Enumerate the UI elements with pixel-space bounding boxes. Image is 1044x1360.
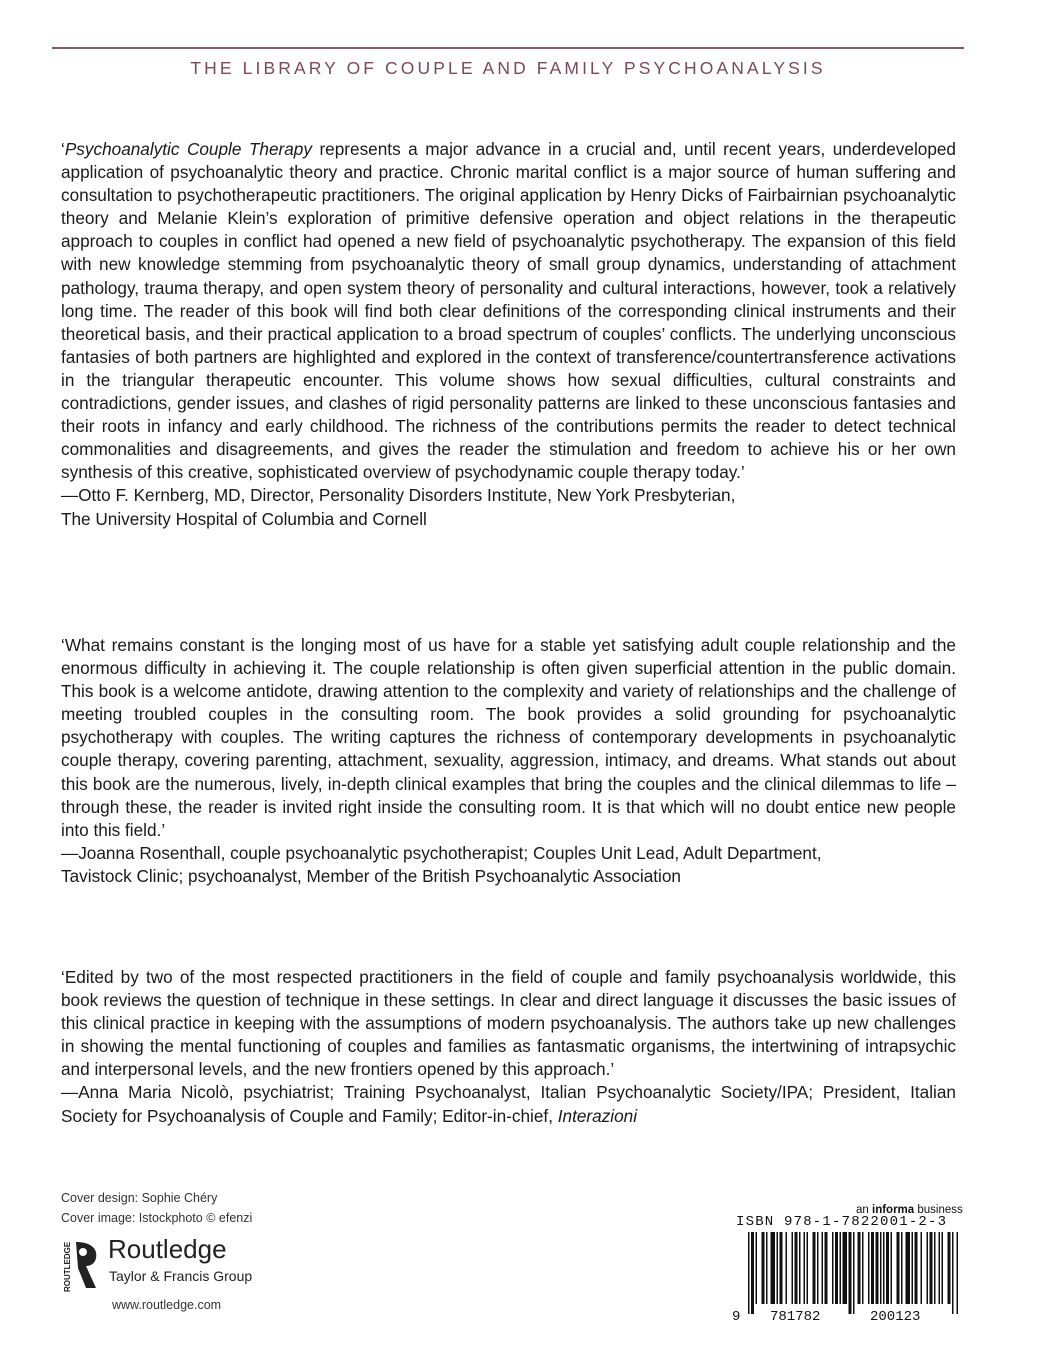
cover-design-credit: Cover design: Sophie Chéry (61, 1191, 218, 1205)
endorsement-nicolo (61, 966, 956, 1128)
barcode-bar (822, 1232, 824, 1304)
barcode-bar (813, 1232, 816, 1304)
endorsement-kernberg (61, 138, 956, 531)
barcode-bar (817, 1232, 819, 1304)
barcode-bar (849, 1232, 852, 1314)
barcode-digits-left: 781782 (770, 1309, 821, 1324)
barcode-bar (786, 1232, 788, 1304)
barcode-bar (792, 1232, 794, 1304)
barcode-bar (766, 1232, 768, 1304)
barcode-bar (835, 1232, 838, 1304)
barcode-bar (921, 1232, 923, 1304)
isbn-barcode (730, 1232, 966, 1324)
endorsement-attribution: —Otto F. Kernberg, MD, Director, Personality Disorders Institute, New York Presbyterian, The University Hospital of Columbia and Cornell (61, 485, 736, 529)
barcode-bar (912, 1232, 914, 1304)
endorsement-attribution: —Joanna Rosenthall, couple psychoanalytic psychotherapist; Couples Unit Lead, Adult Department, Tavistock Clinic; psychoanalyst, Member of the British Psychoanalytic Association (61, 842, 822, 886)
barcode-bar (748, 1232, 750, 1314)
endorsement-rosenthall (61, 634, 956, 888)
barcode-digit-first: 9 (732, 1309, 741, 1324)
barcode-bar (771, 1232, 776, 1304)
barcode-bar (915, 1232, 918, 1304)
journal-title: Interazioni (557, 1105, 638, 1126)
barcode-bar (942, 1232, 944, 1304)
barcode-bar (858, 1232, 861, 1304)
barcode-bar (843, 1232, 848, 1304)
barcode-bars (748, 1232, 958, 1314)
barcode-bar (862, 1232, 864, 1304)
barcode-digits-right: 200123 (870, 1309, 921, 1324)
barcode-bar (804, 1232, 806, 1304)
barcode-bar (906, 1232, 911, 1304)
routledge-logo (62, 1234, 282, 1294)
barcode-bar (883, 1232, 885, 1304)
barcode-bar (886, 1232, 889, 1304)
barcode-bar (762, 1232, 765, 1304)
barcode-bar (807, 1232, 809, 1304)
barcode-bar (756, 1232, 758, 1304)
cover-credits (61, 1188, 252, 1228)
barcode-bar (930, 1232, 933, 1304)
informa-tagline: an informa business (856, 1204, 963, 1216)
barcode-bar (891, 1232, 893, 1304)
publisher-name: Routledge (108, 1234, 227, 1264)
barcode-bar (952, 1232, 954, 1314)
barcode-bar (871, 1232, 874, 1304)
barcode-bar (901, 1232, 903, 1304)
barcode-bar (934, 1232, 936, 1304)
barcode-bar (853, 1232, 855, 1314)
barcode-bar (876, 1232, 879, 1304)
endorsement-text: ‘What remains constant is the longing most of us have for a stable yet satisfying adult couple relationship and the enormous difficulty in achieving it. The couple relationship is often given superficial attention in the public domain. This book is a welcome antidote, drawing attention to the complexity and variety of relationships and the challenge of meeting troubled couples in the consulting room. The book provides a solid grounding for psychoanalytic psychotherapy with couples. The writing captures the richness of contemporary developments in psychoanalytic couple therapy, covering parenting, attachment, sexuality, aggression, intimacy, and dreams. What stands out about this book are the numerous, lively, in-depth clinical examples that bring the couples and the clinical dilemmas to life – through these, the reader is invited right inside the consulting room. It is that which will no doubt entice new people into this field.’ (61, 635, 956, 840)
barcode-bar (957, 1232, 959, 1314)
barcode-bar (751, 1232, 754, 1314)
barcode-bar (939, 1232, 941, 1304)
barcode-bar (825, 1232, 828, 1304)
barcode-bar (948, 1232, 951, 1304)
svg-text:ROUTLEDGE: ROUTLEDGE (63, 1241, 72, 1292)
barcode-bar (880, 1232, 882, 1304)
barcode-bar (795, 1232, 798, 1304)
endorsement-text: ‘Psychoanalytic Couple Therapy represents a major advance in a crucial and, until recent years, underdeveloped application of psychoanalytic theory and practice. Chronic marital conflict is a major source of human suffering and consultation to psychotherapeutic practitioners. The original application by Henry Dicks of Fairbairnian psychoanalytic theory and Melanie Klein’s exploration of primitive defensive operation and object relations in the therapeutic approach to couples in conflict had opened a new field of psychoanalytic psychotherapy. The expansion of this field with new knowledge stemming from psychoanalytic theory of small group dynamics, understanding of attachment pathology, trauma therapy, and open system theory of personality and cultural interactions, however, took a relatively long time. The reader of this book will find both clear definitions of the corresponding clinical instruments and their theoretical basis, and their practical application to a broad spectrum of couples’ conflicts. The underlying unconscious fantasies of both partners are highlighted and explored in the context of transference/countertransference activations in the triangular therapeutic encounter. This volume shows how sexual difficulties, cultural constraints and contradictions, gender issues, and clashes of rigid personality patterns are linked to these unconscious fantasies and their roots in infancy and early childhood. The richness of the contributions permits the reader to detect technical commonalities and disagreements, and gives the reader the stimulation and freedom to achieve his or her own synthesis of this creative, sophisticated overview of psychodynamic couple therapy today.’ (61, 139, 956, 483)
barcode-bar (832, 1232, 834, 1304)
barcode-bar (927, 1232, 929, 1304)
cover-image-credit: Cover image: Istockphoto © efenzi (61, 1211, 253, 1225)
book-title: Psychoanalytic Couple Therapy (64, 139, 312, 159)
barcode-bar (868, 1232, 870, 1304)
barcode-bar (799, 1232, 801, 1304)
endorsement-text: ‘Edited by two of the most respected practitioners in the field of couple and family psychoanalysis worldwide, this book reviews the question of technique in these settings. In clear and direct language it discusses the basic issues of this clinical practice in keeping with the assumptions of modern psychoanalysis. The authors take up new challenges in showing the mental functioning of couples and families as fantasmatic organisms, the intertwining of intrapsychic and interpersonal levels, and the new frontiers opened by this approach.’ (61, 967, 956, 1080)
routledge-mark-icon (62, 1238, 104, 1292)
barcode-bar (840, 1232, 842, 1304)
isbn-label: ISBN 978-1-7822001-2-3 (736, 1214, 948, 1230)
barcode-bar (777, 1232, 779, 1304)
barcode-bar (897, 1232, 900, 1304)
publisher-group: Taylor & Francis Group (109, 1268, 253, 1284)
endorsement-attribution: —Anna Maria Nicolò, psychiatrist; Training Psychoanalyst, Italian Psychoanalytic Society/IPA; President, Italian Society for Psychoanalysis of Couple and Family; Editor-in-chief, Interazioni (61, 1082, 956, 1126)
barcode-bar (780, 1232, 783, 1304)
top-rule (52, 47, 964, 49)
publisher-url[interactable]: www.routledge.com (112, 1298, 222, 1312)
series-title: THE LIBRARY OF COUPLE AND FAMILY PSYCHOANALYSIS (190, 58, 826, 78)
